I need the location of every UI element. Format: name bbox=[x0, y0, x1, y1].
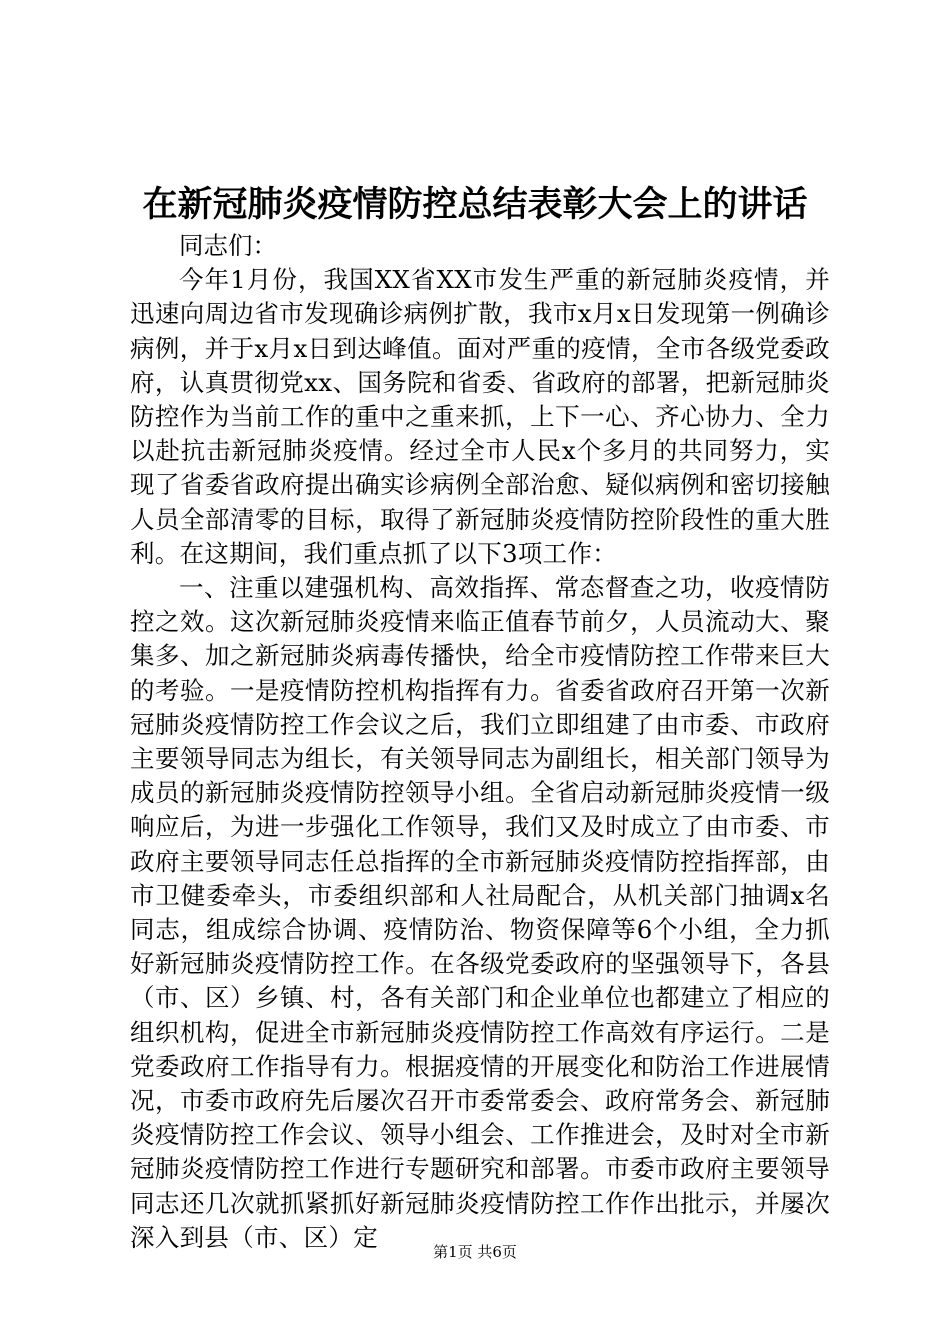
paragraph-intro: 今年1月份，我国XX省XX市发生严重的新冠肺炎疫情，并迅速向周边省市发现确诊病例扩散，我市x月x日发现第一例确诊病例，并于x月x日到达峰值。面对严重的疫情，全市各级党委政府，认真贯彻党xx、国务院和省委、省政府的部署，把新冠肺炎防控作为当前工作的重中之重来抓，上下一心、齐心协力、全力以赴抗击新冠肺炎疫情。经过全市人民x个多月的共同努力，实现了省委省政府提出确实诊病例全部治愈、疑似病例和密切接触人员全部清零的目标，取得了新冠肺炎疫情防控阶段性的重大胜利。在这期间，我们重点抓了以下3项工作： bbox=[130, 265, 830, 568]
page-footer: 第1页 共6页 bbox=[433, 1243, 517, 1261]
document-body bbox=[130, 229, 830, 1255]
document-title: 在新冠肺炎疫情防控总结表彰大会上的讲话 bbox=[142, 184, 808, 225]
salutation: 同志们： bbox=[179, 231, 277, 260]
paragraph-section-one: 一、注重以建强机构、高效指挥、常态督查之功，收疫情防控之效。这次新冠肺炎疫情来临正值春节前夕，人员流动大、聚集多、加之新冠肺炎病毒传播快，给全市疫情防控工作带来巨大的考验。一是疫情防控机构指挥有力。省委省政府召开第一次新冠肺炎疫情防控工作会议之后，我们立即组建了由市委、市政府主要领导同志为组长，有关领导同志为副组长，相关部门领导为成员的新冠肺炎疫情防控领导小组。全省启动新冠肺炎疫情一级响应后，为进一步强化工作领导，我们又及时成立了由市委、市政府主要领导同志任总指挥的全市新冠肺炎疫情防控指挥部，由市卫健委牵头，市委组织部和人社局配合，从机关部门抽调x名同志，组成综合协调、疫情防治、物资保障等6个小组，全力抓好新冠肺炎疫情防控工作。在各级党委政府的坚强领导下，各县（市、区）乡镇、村，各有关部门和企业单位也都建立了相应的组织机构，促进全市新冠肺炎疫情防控工作高效有序运行。二是党委政府工作指导有力。根据疫情的开展变化和防治工作进展情况，市委市政府先后屡次召开市委常委会、政府常务会、新冠肺炎疫情防控工作会议、领导小组会、工作推进会，及时对全市新冠肺炎疫情防控工作进行专题研究和部署。市委市政府主要领导同志还几次就抓紧抓好新冠肺炎疫情防控工作作出批示，并屡次深入到县（市、区）定 bbox=[130, 573, 830, 1252]
